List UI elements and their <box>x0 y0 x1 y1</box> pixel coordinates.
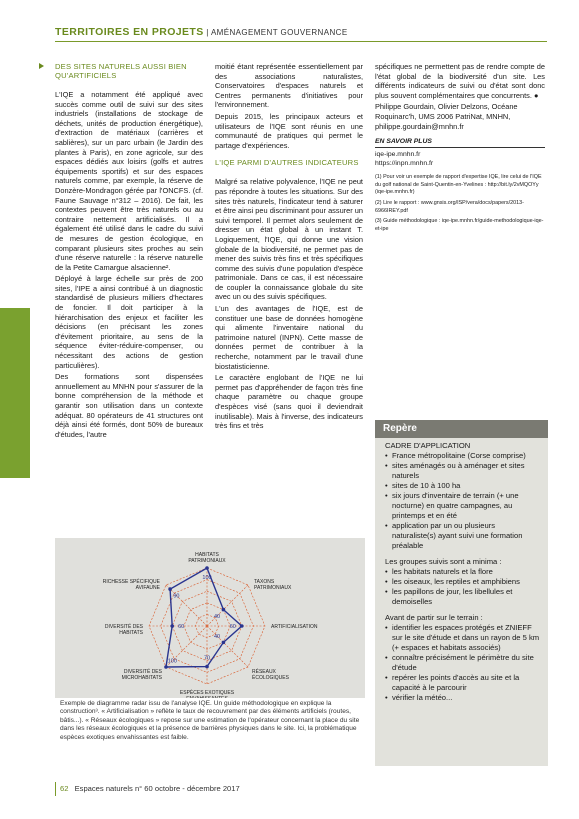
radar-axis-label: RICHESSE SPÉCIFIQUE <box>102 578 160 585</box>
learn-more-title: EN SAVOIR PLUS <box>375 137 545 148</box>
paragraph: Des formations sont dispensées annuellement au MNHN pour s'assurer de la bonne compréhension de la méthode et garantir son utilisation dans un contexte adéquat. 80 opérateurs de 41 structures ont déjà ainsi été formés, dont 50% de bureaux d'études, l'autre <box>55 372 203 439</box>
publication-info: Espaces naturels n° 60 octobre - décembre 2017 <box>74 784 240 793</box>
groupes-list <box>385 567 540 607</box>
radar-point <box>222 641 226 645</box>
radar-axis-label: MICROHABITATS <box>121 675 162 682</box>
list-item: • sites aménagés ou à aménager et sites naturels <box>385 461 540 481</box>
radar-point <box>170 624 174 628</box>
authors: Philippe Gourdain, Olivier Delzons, Océane Roquinarc'h, UMS 2006 PatriNat, MNHN, philippe.gourdain@mnhn.fr <box>375 102 518 131</box>
header-rule <box>55 41 547 42</box>
paragraph: L'IQE a notamment été appliqué avec succès comme outil de suivi sur des sites industriels (installations de stockage de déchets, unités de production énergétique), d'extraction de matériaux (carrières et sablières), sur un parc urbain (le Jardin des plantes à Paris), en zone agricole, sur des espaces dédiés aux loisirs (golfs et autres équipements sportifs) et sur des espaces naturels comme, par exemple, la réserve de Donzère-Mondragon gérée par l'ONCFS. (cf. Faune Sauvage n°312 – 2016). De fait, les contextes peuvent être très naturels ou au contraire nettement artificialisés. Il a également été utilisé dans le cadre du suivi de mesures de gestion écologique, en comparant plusieurs sites proches au sein d'une réserve naturelle : la réserve naturelle de la Petite Camargue alsacienne². <box>55 90 203 272</box>
radar-point <box>205 566 209 570</box>
radar-axis-label: PATRIMONIAUX <box>254 584 292 591</box>
radar-value-label: 100 <box>167 658 177 665</box>
link-inpn[interactable]: https://inpn.mnhn.fr <box>375 160 434 168</box>
radar-point <box>205 665 209 669</box>
repere-box <box>375 420 548 766</box>
terrain-list <box>385 623 540 703</box>
radar-axis-label: TAXONS <box>254 578 275 585</box>
paragraph: Le caractère englobant de l'IQE ne lui permet pas d'appréhender de façon très fine chaque paramètre ou chaque groupe d'espèces visé (sans quoi il deviendrait inutilisable). Mais à l'inverse, des indicateurs très fins et très <box>215 373 363 431</box>
list-item: • connaître précisément le périmètre du site d'étude <box>385 653 540 673</box>
radar-axis-label: DIVERSITÉ DES <box>123 669 162 676</box>
radar-point <box>164 665 168 669</box>
repere-label: Avant de partir sur le terrain : <box>385 613 483 622</box>
list-item: • sites de 10 à 100 ha <box>385 481 540 491</box>
radar-axis-label: AVIFAUNE <box>135 584 160 591</box>
section-title: TERRITOIRES EN PROJETS <box>55 26 204 38</box>
radar-axis-label: ESPÈCES EXOTIQUES <box>179 690 235 696</box>
list-item: • vérifier la météo... <box>385 693 540 703</box>
radar-chart <box>55 538 365 698</box>
cadre-list <box>385 451 540 551</box>
radar-diagram-panel <box>55 538 365 698</box>
radar-value-label: 100 <box>202 575 212 581</box>
radar-axis-label: RÉSEAUX <box>252 669 276 676</box>
footnotes <box>375 174 545 233</box>
paragraph: spécifiques ne permettent pas de rendre compte de l'état global de la biodiversité d'un site. Les différents indicateurs de suivi ou d'état sont donc plus souvent complémentaires que concurrents. ● <box>375 62 545 100</box>
paragraph: L'un des avantages de l'IQE, est de constituer une base de données homogène qui alimente l'inventaire national du patrimoine naturel (INPN). Cette masse de données permet de contribuer à la recherche, notamment par le travail d'une biostatisticienne. <box>215 304 363 371</box>
radar-series-line <box>166 568 242 667</box>
radar-value-label: 90 <box>173 593 180 600</box>
radar-point <box>168 587 172 591</box>
list-item: • les oiseaux, les reptiles et amphibiens <box>385 577 540 587</box>
section-heading: L'IQE PARMI D'AUTRES INDICATEURS <box>215 158 359 168</box>
repere-title: Repère <box>375 420 548 438</box>
section-heading: DES SITES NATURELS AUSSI BIEN QU'ARTIFICIELS <box>55 62 187 80</box>
radar-axis-label: PATRIMONIAUX <box>188 558 226 564</box>
list-item: • France métropolitaine (Corse comprise) <box>385 451 540 461</box>
radar-axis-label <box>186 696 228 698</box>
subsection-title: AMÉNAGEMENT GOUVERNANCE <box>210 28 348 37</box>
radar-value-label: 60 <box>178 624 185 630</box>
radar-axis-label: HABITATS <box>195 552 219 558</box>
list-item: • six jours d'inventaire de terrain (+ une nocturne) en quatre campagnes, au printemps et en été <box>385 491 540 521</box>
list-item: • repérer les points d'accès au site et la capacité à le parcourir <box>385 673 540 693</box>
learn-more-box <box>375 137 545 168</box>
radar-value-label: 60 <box>229 624 236 630</box>
page-footer <box>60 784 240 793</box>
footnote: (1) Pour voir un exemple de rapport d'expertise IQE, lire celui de l'IQE du golf national de Saint-Quentin-en-Yvelines : http://bit.ly/2vMQOYy (iqe-ipe.mnhn.fr) <box>375 174 542 196</box>
paragraph: Depuis 2015, les principaux acteurs et utilisateurs de l'IQE sont réunis en une communauté de pratiques qui permet le partage d'expériences. <box>215 111 363 150</box>
column-2 <box>215 62 363 433</box>
footnote: (3) Guide méthodologique : iqe-ipe.mnhn.fr/guide-methodologique-iqe-et-ipe <box>375 218 544 232</box>
paragraph: moitié étant représentée essentiellement par des associations naturalistes, Conservatoires d'espaces naturels et Centres permanents d'initiatives pour l'environnement. <box>215 62 363 110</box>
list-item: • les habitats naturels et la flore <box>385 567 540 577</box>
link-iqe[interactable]: iqe-ipe.mnhn.fr <box>375 151 421 159</box>
column-3 <box>375 62 545 236</box>
radar-axis-label: DIVERSITÉ DES <box>104 624 143 630</box>
footer-rule <box>55 782 56 796</box>
side-color-tab <box>0 308 30 478</box>
page-header <box>55 26 348 38</box>
diagram-caption: Exemple de diagramme radar issu de l'analyse IQE. Un guide méthodologique en explique la construction³. « Artificialisation » reflète le taux de recouvrement par des éléments artificiels (routes, bâtis...). « Réseaux écologiques » repose sur une estimation de l'opérateur concernant la place du site dans les réseaux écologiques et la présence de barrières physiques dans le site. Ici, la problématique espèces exotiques envahissantes est faible. <box>60 700 360 741</box>
radar-value-label: 40 <box>213 613 221 620</box>
list-item: • les papillons de jour, les libellules et demoiselles <box>385 587 540 607</box>
radar-axis-label: ÉCOLOGIQUES <box>252 675 289 682</box>
paragraph: Malgré sa relative polyvalence, l'IQE ne peut pas répondre à toutes les situations. Sur des sites très naturels, l'indicateur tend à saturer et être ainsi peu discriminant pour assurer un suivi temporel. Il permet alors seulement de dresser un état global à un instant T. Logiquement, l'IQE, qui donne une vision globale de la biodiversité, ne permet pas de mener des suivis très fins et très spécifiques comme des suivis d'une population d'espèce patrimoniale. Dans ce cas, il est nécessaire de coupler la connaissance globale du site avec un ou des suivis spécifiques. <box>215 177 363 302</box>
page-number: 62 <box>60 784 69 793</box>
repere-label: CADRE D'APPLICATION <box>385 441 471 450</box>
radar-axis-label: HABITATS <box>119 630 143 636</box>
radar-point <box>240 624 244 628</box>
footnote: (2) Lire le rapport : www.gnsis.org/ISP/vera/docs/papers/2013-6966IREY.pdf <box>375 199 524 214</box>
radar-value-label: 70 <box>203 655 211 662</box>
paragraph: Déployé à large échelle sur près de 200 sites, l'IPE a ainsi contribué à un diagnostic standardisé de plusieurs milliers d'hectares de foncier. Il doit participer à la hiérarchisation des enjeux et faciliter les décisions (en précisant les zones d'évitement prioritaire, au sens de la séquence éviter-réduire-compenser, ou nécessitant des actions de gestion particulières). <box>55 274 203 370</box>
column-1 <box>55 62 203 441</box>
radar-axis-label: ARTIFICIALISATION <box>271 624 318 630</box>
radar-value-label: 40 <box>213 634 221 641</box>
radar-point <box>222 608 226 612</box>
list-item: • identifier les espaces protégés et ZNIEFF sur le site d'étude et dans un rayon de 5 km (+ espaces et habitats associés) <box>385 623 540 653</box>
heading-arrow-icon <box>39 63 44 69</box>
repere-label: Les groupes suivis sont a minima : <box>385 557 502 566</box>
repere-body <box>375 438 548 703</box>
list-item: • application par un ou plusieurs naturaliste(s) ayant suivi une formation préalable <box>385 521 540 551</box>
header-separator: | <box>203 28 211 37</box>
